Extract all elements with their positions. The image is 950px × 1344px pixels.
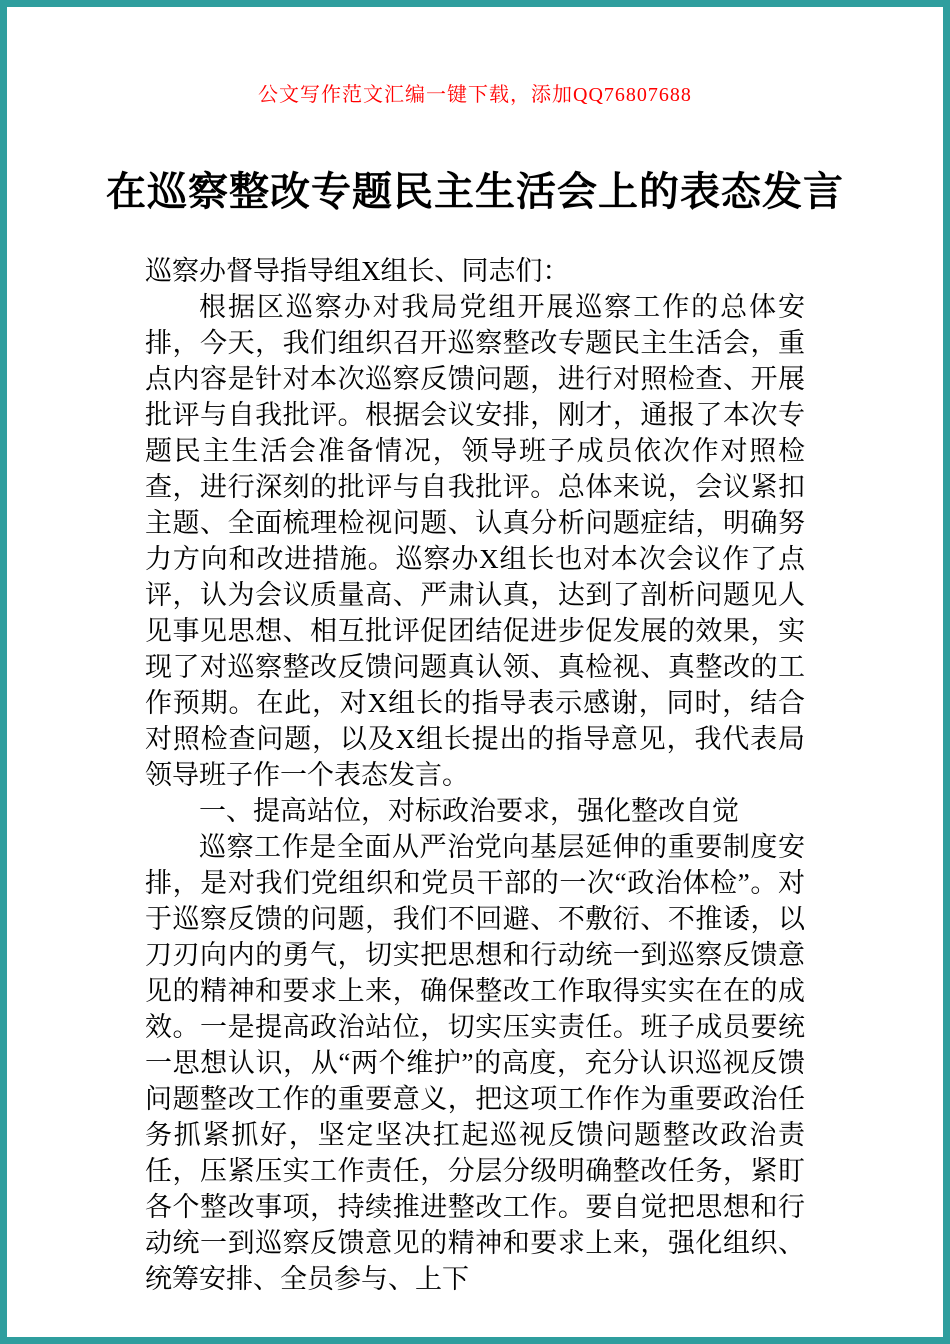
- document-body: [145, 253, 805, 1297]
- section-1-body: 巡察工作是全面从严治党向基层延伸的重要制度安排，是对我们党组织和党员干部的一次“政治体检”。对于巡察反馈的问题，我们不回避、不敷衍、不推诿，以刀刃向内的勇气，切实把思想和行动统一到巡察反馈意见的精神和要求上来，确保整改工作取得实实在在的成效。一是提高政治站位，切实压实责任。班子成员要统一思想认识，从“两个维护”的高度，充分认识巡视反馈问题整改工作的重要意义，把这项工作作为重要政治任务抓紧抓好，坚定坚决扛起巡视反馈问题整改政治责任，压紧压实工作责任，分层分级明确整改任务，紧盯各个整改事项，持续推进整改工作。要自觉把思想和行动统一到巡察反馈意见的精神和要求上来，强化组织、统筹安排、全员参与、上下: [145, 832, 805, 1294]
- document-title: 在巡察整改专题民主生活会上的表态发言: [106, 169, 844, 214]
- salutation: 巡察办督导指导组X组长、同志们：: [145, 256, 570, 286]
- header-ad-text: 公文写作范文汇编一键下载，添加QQ76807688: [258, 84, 692, 106]
- opening-paragraph: 根据区巡察办对我局党组开展巡察工作的总体安排，今天，我们组织召开巡察整改专题民主生活会，重点内容是针对本次巡察反馈问题，进行对照检查、开展批评与自我批评。根据会议安排，刚才，通报了本次专题民主生活会准备情况，领导班子成员依次作对照检查，进行深刻的批评与自我批评。总体来说，会议紧扣主题、全面梳理检视问题、认真分析问题症结，明确努力方向和改进措施。巡察办X组长也对本次会议作了点评，认为会议质量高、严肃认真，达到了剖析问题见人见事见思想、相互批评促团结促进步促发展的效果，实现了对巡察整改反馈问题真认领、真检视、真整改的工作预期。在此，对X组长的指导表示感谢，同时，结合对照检查问题，以及X组长提出的指导意见，我代表局领导班子作一个表态发言。: [145, 292, 805, 790]
- section-1-heading: 一、提高站位，对标政治要求，强化整改自觉: [199, 796, 739, 826]
